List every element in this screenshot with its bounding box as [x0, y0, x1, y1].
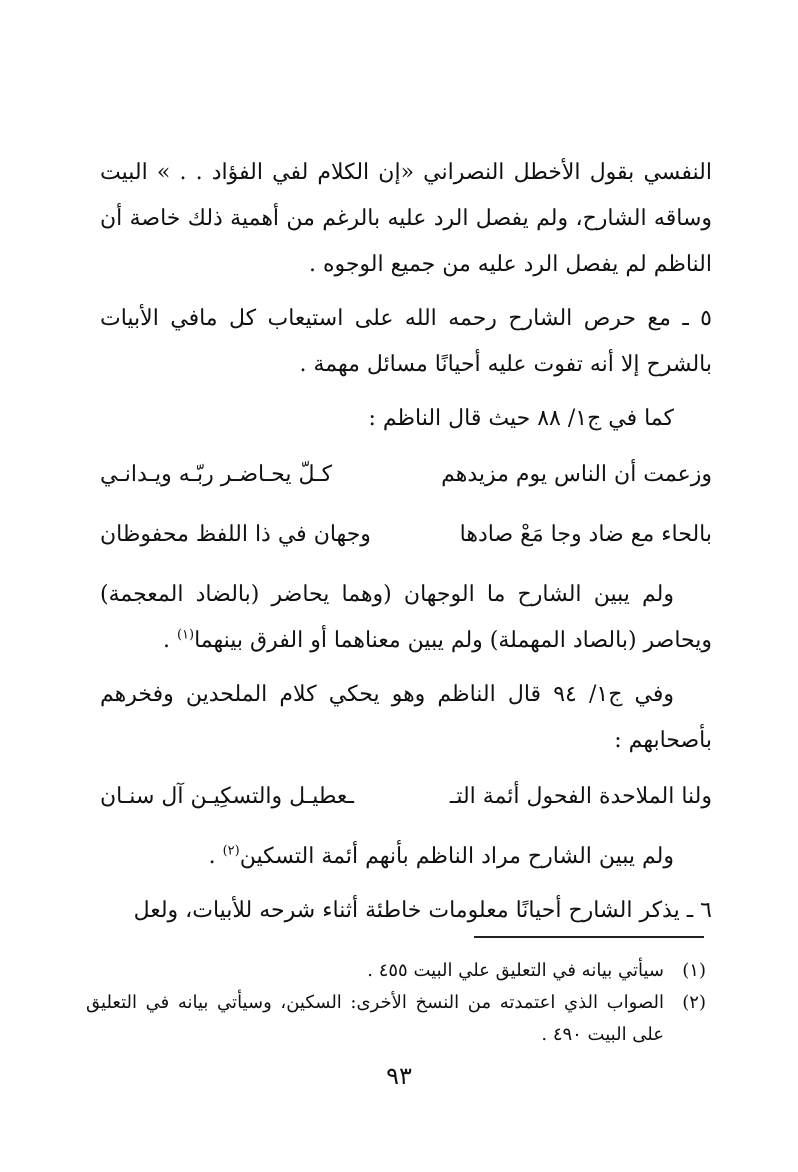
footnote-number: (١): [682, 960, 706, 981]
footnote-divider: [474, 936, 704, 938]
verse-first-hemistich: بالحاء مع ضاد وجا مَعْ صادها: [459, 522, 712, 547]
verse-line: [100, 774, 712, 820]
page-body: [100, 150, 712, 942]
paragraph: وفي ج١/ ٩٤ قال الناظم وهو يحكي كلام الملحدين وفخرهم بأصحابهم :: [100, 682, 712, 753]
verse-line: [100, 512, 712, 558]
footnote: [86, 987, 706, 1051]
footnote-text: سيأتي بيانه في التعليق علي البيت ٤٥٥ .: [367, 960, 664, 981]
footnote-text: الصواب الذي اعتمدته من النسخ الأخرى: السكين، وسيأتي بيانه في التعليق على البيت ٤٩٠ .: [86, 992, 664, 1045]
verse-first-hemistich: وزعمت أن الناس يوم مزيدهم: [441, 462, 712, 487]
verse-line: [100, 452, 712, 498]
verse-second-hemistich: ـعطيـل والتسكِيـن آل سنـان: [100, 784, 354, 809]
paragraph-end: .: [208, 844, 223, 869]
paragraph-end: .: [162, 628, 177, 653]
paragraph-text: ولم يبين الشارح مراد الناظم بأنهم أئمة التسكين: [239, 844, 674, 869]
verse-second-hemistich: وجهان في ذا اللفظ محفوظان: [100, 522, 371, 547]
paragraph: [100, 572, 712, 664]
paragraph-text: ولم يبين الشارح ما الوجهان (وهما يحاضر (بالضاد المعجمة) ويحاصر (بالصاد المهملة) ولم يبين معناهما أو الفرق بينهما: [100, 582, 712, 653]
footnotes: [86, 955, 706, 1051]
page-number: ٩٣: [386, 1062, 412, 1090]
paragraph: ٥ ـ مع حرص الشارح رحمه الله على استيعاب كل مافي الأبيات بالشرح إلا أنه تفوت عليه أحيانًا مسائل مهمة .: [100, 306, 712, 377]
footnote-ref: (١): [176, 627, 195, 643]
paragraph: النفسي بقول الأخطل النصراني «إن الكلام لفي الفؤاد . . » البيت وساقه الشارح، ولم يفصل الرد عليه بالرغم من أهمية ذلك خاصة أن الناظم لم يفصل الرد عليه من جميع الوجوه .: [100, 160, 712, 277]
verse-first-hemistich: ولنا الملاحدة الفحول أئمة التـ: [449, 784, 712, 809]
paragraph: [100, 834, 712, 880]
paragraph: ٦ ـ يذكر الشارح أحيانًا معلومات خاطئة أثناء شرحه للأبيات، ولعل: [133, 898, 712, 923]
footnote-ref: (٢): [222, 843, 240, 859]
verse-second-hemistich: كـلّ يحـاضـر ربّـه ويـدانـي: [100, 462, 333, 487]
footnote: [86, 955, 706, 987]
paragraph: كما في ج١/ ٨٨ حيث قال الناظم :: [368, 406, 674, 431]
footnote-number: (٢): [682, 992, 706, 1013]
